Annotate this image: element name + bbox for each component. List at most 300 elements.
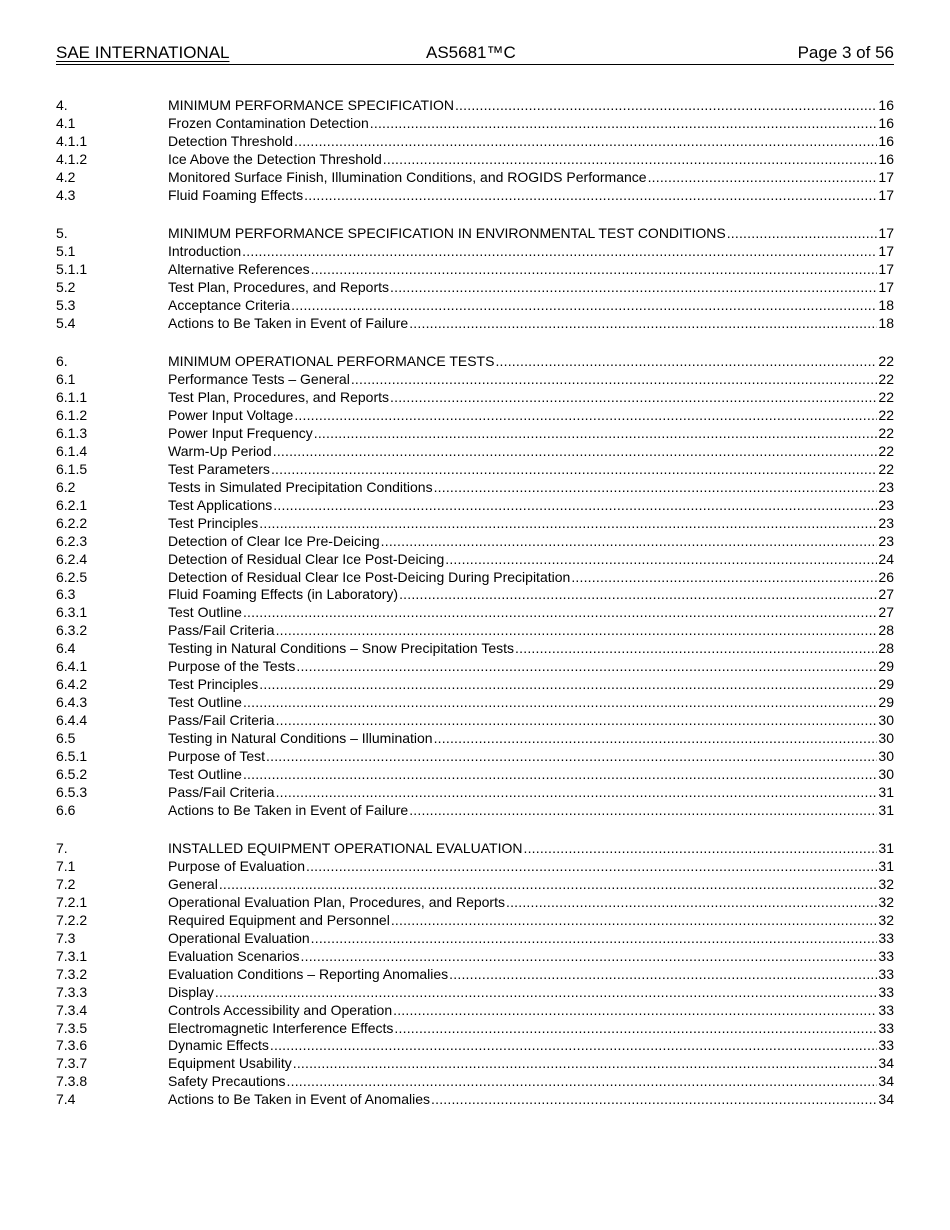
toc-entry[interactable] [56, 984, 894, 1002]
toc-entry[interactable] [56, 640, 894, 658]
toc-section [56, 353, 894, 819]
toc-entry-number: 6.2.4 [56, 550, 88, 567]
toc-entry-title[interactable]: MINIMUM OPERATIONAL PERFORMANCE TESTS [168, 353, 495, 370]
dot-leader [266, 748, 877, 766]
toc-entry-title-wrap [168, 658, 877, 676]
toc-entry-title-wrap [168, 389, 877, 407]
dot-leader [409, 315, 877, 333]
toc-entry[interactable] [56, 1091, 894, 1109]
toc-entry-title[interactable]: Detection of Residual Clear Ice Post-Deicing During Precipitation [168, 568, 571, 585]
toc-entry-title[interactable]: Test Outline [168, 604, 242, 621]
dot-leader [259, 676, 877, 694]
dot-leader [276, 712, 878, 730]
toc-entry-title-wrap [168, 676, 877, 694]
toc-entry[interactable] [56, 479, 894, 497]
toc-entry-title[interactable]: Test Applications [168, 496, 273, 513]
toc-entry-title-wrap [168, 748, 877, 766]
toc-entry[interactable] [56, 966, 894, 984]
dot-leader [287, 1073, 878, 1091]
toc-section [56, 840, 894, 1109]
toc-entry-number: 5.1.1 [56, 261, 88, 277]
toc-entry[interactable] [56, 425, 894, 443]
toc-entry-title[interactable]: Ice Above the Detection Threshold [168, 150, 382, 167]
toc-entry[interactable] [56, 876, 894, 894]
toc-entry-title[interactable]: Controls Accessibility and Operation [168, 1001, 393, 1018]
toc-entry-page[interactable]: 33 [878, 965, 894, 982]
toc-entry-title[interactable]: General [168, 876, 218, 892]
toc-entry-title-wrap [168, 604, 877, 622]
toc-entry-page[interactable]: 27 [878, 604, 894, 621]
toc-entry-title-wrap [168, 551, 877, 569]
dot-leader [390, 389, 877, 407]
toc-entry-number: 6.1.4 [56, 442, 88, 459]
toc-entry-number: 7.3.1 [56, 947, 88, 964]
dot-leader [294, 133, 877, 151]
table-of-contents [56, 97, 894, 1130]
toc-entry-title[interactable]: Monitored Surface Finish, Illumination Conditions, and ROGIDS Performance [168, 168, 647, 185]
toc-entry-title-wrap [168, 315, 877, 333]
toc-entry-title[interactable]: Detection of Residual Clear Ice Post-Deicing [168, 550, 445, 567]
toc-entry-title-wrap [168, 712, 877, 730]
toc-entry[interactable] [56, 461, 894, 479]
toc-entry-number: 7.3.6 [56, 1037, 88, 1054]
toc-entry-title-wrap [168, 97, 877, 115]
dot-leader [393, 1002, 877, 1020]
toc-entry-page[interactable]: 22 [878, 389, 894, 406]
toc-entry-number: 6.2.1 [56, 496, 88, 513]
toc-entry[interactable] [56, 443, 894, 461]
toc-entry[interactable] [56, 858, 894, 876]
toc-entry-number: 6.4.4 [56, 712, 88, 728]
toc-entry-page[interactable]: 32 [878, 876, 894, 892]
toc-entry-page[interactable]: 16 [878, 97, 894, 113]
toc-entry-page[interactable]: 17 [878, 261, 894, 277]
toc-entry-number: 4. [56, 97, 68, 113]
toc-entry-page[interactable]: 23 [878, 478, 894, 495]
toc-entry[interactable] [56, 353, 894, 371]
toc-entry-title[interactable]: Test Outline [168, 694, 242, 711]
toc-entry-title[interactable]: Test Parameters [168, 460, 270, 477]
toc-entry-title-wrap [168, 876, 877, 894]
toc-entry[interactable] [56, 151, 894, 169]
toc-entry-title[interactable]: Acceptance Criteria [168, 296, 291, 313]
toc-entry-page[interactable]: 23 [878, 496, 894, 513]
toc-entry-page[interactable]: 34 [878, 1073, 894, 1090]
toc-entry-number: 4.2 [56, 168, 76, 185]
toc-entry-page[interactable]: 30 [878, 747, 894, 764]
toc-entry-title-wrap [168, 225, 877, 243]
toc-entry-page[interactable]: 22 [878, 425, 894, 441]
dot-leader [293, 1055, 878, 1073]
toc-entry[interactable] [56, 115, 894, 133]
toc-entry-title-wrap [168, 461, 877, 479]
toc-entry-number: 6.1 [56, 371, 76, 388]
toc-entry-number: 7.3.3 [56, 983, 88, 1000]
toc-entry-title-wrap [168, 1020, 877, 1038]
toc-entry-title-wrap [168, 443, 877, 461]
dot-leader [243, 604, 877, 622]
toc-entry-title[interactable]: Required Equipment and Personnel [168, 911, 390, 928]
toc-entry-title[interactable]: Detection Threshold [168, 132, 294, 149]
toc-entry-title[interactable]: Purpose of Test [168, 747, 266, 764]
toc-entry-title[interactable]: Frozen Contamination Detection [168, 114, 369, 131]
dot-leader [409, 802, 877, 820]
toc-entry[interactable] [56, 551, 894, 569]
toc-entry-number: 6.1.2 [56, 407, 88, 424]
dot-leader [306, 858, 877, 876]
toc-entry-title-wrap [168, 187, 877, 205]
toc-entry-number: 6.6 [56, 801, 76, 818]
dot-leader [648, 169, 878, 187]
dot-leader [449, 966, 877, 984]
dot-leader [515, 640, 877, 658]
dot-leader [445, 551, 877, 569]
toc-entry-page[interactable]: 33 [878, 1001, 894, 1018]
dot-leader [304, 187, 877, 205]
toc-entry-page[interactable]: 30 [878, 729, 894, 746]
toc-entry-page[interactable]: 34 [878, 1055, 894, 1072]
toc-entry-page[interactable]: 31 [878, 801, 894, 818]
dot-leader [571, 569, 877, 587]
toc-entry-page[interactable]: 17 [878, 243, 894, 260]
toc-entry[interactable] [56, 261, 894, 279]
toc-entry-number: 6.5.3 [56, 783, 88, 800]
toc-entry-title[interactable]: Power Input Voltage [168, 407, 294, 424]
toc-section [56, 97, 894, 205]
toc-entry-title-wrap [168, 984, 877, 1002]
toc-entry-title[interactable]: Testing in Natural Conditions – Illumination [168, 729, 433, 746]
dot-leader [271, 461, 877, 479]
toc-entry-number: 7.3 [56, 929, 76, 946]
toc-entry-title-wrap [168, 515, 877, 533]
toc-entry-number: 6.5.1 [56, 747, 88, 764]
toc-entry-page[interactable]: 22 [878, 442, 894, 459]
toc-entry-title[interactable]: Actions to Be Taken in Event of Failure [168, 314, 409, 331]
toc-entry-number: 4.3 [56, 186, 76, 203]
toc-entry-page[interactable]: 33 [878, 947, 894, 964]
toc-entry-title-wrap [168, 858, 877, 876]
toc-entry-title[interactable]: Fluid Foaming Effects (in Laboratory) [168, 586, 399, 603]
toc-entry-number: 6.4 [56, 640, 76, 657]
dot-leader [523, 840, 877, 858]
dot-leader [399, 586, 877, 604]
dot-leader [215, 984, 878, 1002]
toc-entry-title[interactable]: Pass/Fail Criteria [168, 783, 275, 800]
toc-entry-title[interactable]: Testing in Natural Conditions – Snow Precipitation Tests [168, 640, 515, 657]
toc-entry-number: 4.1 [56, 114, 76, 131]
dot-leader [394, 1020, 877, 1038]
toc-entry[interactable] [56, 712, 894, 730]
toc-entry[interactable] [56, 694, 894, 712]
toc-entry-title-wrap [168, 279, 877, 297]
toc-entry[interactable] [56, 766, 894, 784]
toc-entry-number: 6. [56, 353, 68, 370]
dot-leader [276, 622, 878, 640]
toc-entry-page[interactable]: 16 [878, 132, 894, 149]
toc-entry-title-wrap [168, 133, 877, 151]
toc-entry-page[interactable]: 17 [878, 186, 894, 203]
toc-entry-number: 6.2.3 [56, 532, 88, 549]
toc-entry-number: 7. [56, 840, 68, 857]
toc-entry-title[interactable]: Power Input Frequency [168, 425, 313, 441]
toc-entry-number: 6.4.2 [56, 676, 88, 693]
toc-entry-title[interactable]: Evaluation Scenarios [168, 947, 300, 964]
toc-entry-title[interactable]: Test Principles [168, 676, 259, 693]
toc-entry[interactable] [56, 533, 894, 551]
toc-entry-number: 6.2 [56, 478, 76, 495]
toc-entry-title[interactable]: Equipment Usability [168, 1055, 292, 1072]
dot-leader [296, 658, 877, 676]
toc-entry-page[interactable]: 30 [878, 765, 894, 782]
toc-entry[interactable] [56, 1073, 894, 1091]
toc-entry[interactable] [56, 225, 894, 243]
dot-leader [381, 533, 878, 551]
toc-entry-title[interactable]: MINIMUM PERFORMANCE SPECIFICATION IN ENVIRONMENTAL TEST CONDITIONS [168, 225, 726, 242]
toc-entry[interactable] [56, 497, 894, 515]
dot-leader [294, 407, 877, 425]
dot-leader [243, 766, 877, 784]
toc-entry-page[interactable]: 22 [878, 460, 894, 477]
toc-entry-page[interactable]: 23 [878, 532, 894, 549]
toc-entry-title[interactable]: Warm-Up Period [168, 442, 272, 459]
toc-entry-page[interactable]: 24 [878, 550, 894, 567]
toc-entry[interactable] [56, 297, 894, 315]
toc-entry[interactable] [56, 407, 894, 425]
dot-leader [434, 730, 878, 748]
toc-entry-page[interactable]: 31 [878, 858, 894, 875]
toc-entry-title-wrap [168, 151, 877, 169]
toc-entry-number: 7.3.2 [56, 965, 88, 982]
toc-entry-title[interactable]: Performance Tests – General [168, 371, 350, 388]
toc-entry-title[interactable]: Pass/Fail Criteria [168, 712, 275, 728]
dot-leader [727, 225, 878, 243]
toc-entry-title[interactable]: Tests in Simulated Precipitation Conditions [168, 478, 433, 495]
toc-entry-title-wrap [168, 1002, 877, 1020]
toc-entry[interactable] [56, 930, 894, 948]
toc-entry-page[interactable]: 33 [878, 983, 894, 1000]
toc-entry[interactable] [56, 569, 894, 587]
toc-entry-page[interactable]: 22 [878, 353, 894, 370]
toc-entry-title[interactable]: Pass/Fail Criteria [168, 622, 275, 639]
toc-entry-title[interactable]: Operational Evaluation Plan, Procedures, and Reports [168, 893, 505, 910]
toc-entry[interactable] [56, 1002, 894, 1020]
toc-entry-title[interactable]: Test Principles [168, 514, 259, 531]
toc-entry-page[interactable]: 22 [878, 371, 894, 388]
toc-entry-page[interactable]: 29 [878, 658, 894, 675]
toc-entry-title[interactable]: Purpose of Evaluation [168, 858, 305, 875]
toc-entry-page[interactable]: 22 [878, 407, 894, 424]
toc-entry-title-wrap [168, 497, 877, 515]
dot-leader [314, 425, 878, 443]
toc-entry-page[interactable]: 34 [878, 1091, 894, 1108]
toc-entry[interactable] [56, 894, 894, 912]
dot-leader [495, 353, 877, 371]
dot-leader [301, 948, 878, 966]
dot-leader [291, 297, 877, 315]
toc-entry-number: 6.3 [56, 586, 76, 603]
toc-entry-page[interactable]: 27 [878, 586, 894, 603]
toc-entry-page[interactable]: 18 [878, 314, 894, 331]
toc-entry-title-wrap [168, 169, 877, 187]
toc-entry-title[interactable]: Dynamic Effects [168, 1037, 269, 1054]
dot-leader [351, 371, 878, 389]
toc-entry[interactable] [56, 1055, 894, 1073]
toc-entry-title[interactable]: Display [168, 983, 214, 1000]
toc-entry[interactable] [56, 748, 894, 766]
toc-entry-title-wrap [168, 243, 877, 261]
toc-entry-title-wrap [168, 353, 877, 371]
toc-entry-number: 6.1.1 [56, 389, 88, 406]
toc-entry-number: 5. [56, 225, 68, 242]
toc-entry-page[interactable]: 30 [878, 712, 894, 728]
toc-entry-number: 7.2.2 [56, 911, 88, 928]
toc-entry-title-wrap [168, 894, 877, 912]
toc-entry-number: 7.1 [56, 858, 76, 875]
toc-entry-title[interactable]: Evaluation Conditions – Reporting Anomalies [168, 965, 449, 982]
toc-entry[interactable] [56, 676, 894, 694]
toc-entry-title-wrap [168, 802, 877, 820]
toc-entry-number: 5.4 [56, 314, 76, 331]
toc-entry-page[interactable]: 28 [878, 622, 894, 639]
toc-entry-title[interactable]: Safety Precautions [168, 1073, 286, 1090]
toc-entry[interactable] [56, 948, 894, 966]
toc-entry-page[interactable]: 17 [878, 168, 894, 185]
page-number-label: Page 3 of 56 [797, 43, 894, 62]
toc-entry-number: 6.1.3 [56, 425, 88, 441]
toc-entry[interactable] [56, 1020, 894, 1038]
dot-leader [370, 115, 878, 133]
toc-entry[interactable] [56, 243, 894, 261]
dot-leader [455, 97, 877, 115]
toc-entry[interactable] [56, 802, 894, 820]
toc-entry-title-wrap [168, 407, 877, 425]
toc-entry[interactable] [56, 658, 894, 676]
toc-entry[interactable] [56, 604, 894, 622]
toc-entry[interactable] [56, 784, 894, 802]
toc-entry-page[interactable]: 23 [878, 514, 894, 531]
dot-leader [273, 443, 878, 461]
toc-entry[interactable] [56, 279, 894, 297]
toc-entry[interactable] [56, 187, 894, 205]
toc-entry-title[interactable]: Fluid Foaming Effects [168, 186, 304, 203]
toc-entry-page[interactable]: 33 [878, 1019, 894, 1036]
toc-entry-page[interactable]: 28 [878, 640, 894, 657]
toc-entry-page[interactable]: 16 [878, 150, 894, 167]
toc-entry[interactable] [56, 315, 894, 333]
toc-entry-page[interactable]: 17 [878, 278, 894, 295]
toc-entry-title[interactable]: MINIMUM PERFORMANCE SPECIFICATION [168, 97, 454, 113]
dot-leader [390, 279, 877, 297]
dot-leader [391, 912, 878, 930]
toc-entry[interactable] [56, 730, 894, 748]
toc-entry[interactable] [56, 389, 894, 407]
toc-entry[interactable] [56, 622, 894, 640]
organization-name: SAE INTERNATIONAL [56, 43, 230, 62]
toc-entry-page[interactable]: 31 [878, 840, 894, 857]
toc-entry[interactable] [56, 97, 894, 115]
toc-entry-number: 6.3.2 [56, 622, 88, 639]
toc-entry-title[interactable]: Alternative References [168, 261, 310, 277]
toc-entry-title-wrap [168, 371, 877, 389]
toc-entry-number: 6.2.2 [56, 514, 88, 531]
toc-entry-page[interactable]: 29 [878, 676, 894, 693]
toc-entry-number: 6.4.3 [56, 694, 88, 711]
toc-entry-title[interactable]: Detection of Clear Ice Pre-Deicing [168, 532, 380, 549]
toc-entry-title-wrap [168, 912, 877, 930]
toc-entry-number: 7.3.4 [56, 1001, 88, 1018]
toc-entry-title[interactable]: Purpose of the Tests [168, 658, 296, 675]
toc-entry-number: 7.3.5 [56, 1019, 88, 1036]
toc-entry-number: 7.3.7 [56, 1055, 88, 1072]
toc-entry-page[interactable]: 29 [878, 694, 894, 711]
toc-entry-number: 7.3.8 [56, 1073, 88, 1090]
toc-entry-title-wrap [168, 966, 877, 984]
toc-entry-title[interactable]: Actions to Be Taken in Event of Anomalies [168, 1091, 431, 1108]
toc-entry-title[interactable]: Test Plan, Procedures, and Reports [168, 389, 390, 406]
toc-entry-number: 5.2 [56, 278, 76, 295]
dot-leader [242, 243, 877, 261]
toc-entry-page[interactable]: 32 [878, 893, 894, 910]
toc-entry-title-wrap [168, 569, 877, 587]
toc-entry-title[interactable]: Test Plan, Procedures, and Reports [168, 278, 390, 295]
toc-entry-page[interactable]: 16 [878, 114, 894, 131]
toc-entry-page[interactable]: 33 [878, 929, 894, 946]
dot-leader [431, 1091, 877, 1109]
document-id: AS5681™C [426, 43, 516, 62]
toc-entry[interactable] [56, 515, 894, 533]
toc-section [56, 225, 894, 333]
toc-entry-page[interactable]: 31 [878, 783, 894, 800]
dot-leader [434, 479, 878, 497]
toc-entry[interactable] [56, 371, 894, 389]
toc-entry-title[interactable]: Test Outline [168, 765, 242, 782]
toc-entry[interactable] [56, 169, 894, 187]
toc-entry-page[interactable]: 32 [878, 911, 894, 928]
dot-leader [243, 694, 877, 712]
dot-leader [219, 876, 878, 894]
toc-entry-title-wrap [168, 261, 877, 279]
toc-entry-title[interactable]: Introduction [168, 243, 242, 260]
toc-entry-title-wrap [168, 622, 877, 640]
toc-entry-title-wrap [168, 479, 877, 497]
toc-entry-number: 6.1.5 [56, 460, 88, 477]
toc-entry-title-wrap [168, 930, 877, 948]
toc-entry-number: 6.3.1 [56, 604, 88, 621]
toc-entry-number: 4.1.1 [56, 132, 88, 149]
toc-entry-title-wrap [168, 1091, 877, 1109]
toc-entry-page[interactable]: 17 [878, 225, 894, 242]
toc-entry-page[interactable]: 18 [878, 296, 894, 313]
toc-entry[interactable] [56, 1037, 894, 1055]
toc-entry-title-wrap [168, 425, 877, 443]
toc-entry-title[interactable]: INSTALLED EQUIPMENT OPERATIONAL EVALUATION [168, 840, 523, 857]
toc-entry-number: 6.5.2 [56, 765, 88, 782]
dot-leader [273, 497, 877, 515]
toc-entry-title[interactable]: Operational Evaluation [168, 929, 310, 946]
toc-entry-title[interactable]: Electromagnetic Interference Effects [168, 1019, 394, 1036]
toc-entry-number: 5.1 [56, 243, 76, 260]
toc-entry[interactable] [56, 840, 894, 858]
toc-entry-page[interactable]: 26 [878, 568, 894, 585]
toc-entry[interactable] [56, 912, 894, 930]
toc-entry-title-wrap [168, 694, 877, 712]
toc-entry-title[interactable]: Actions to Be Taken in Event of Failure [168, 801, 409, 818]
toc-entry-page[interactable]: 33 [878, 1037, 894, 1054]
toc-entry[interactable] [56, 133, 894, 151]
toc-entry[interactable] [56, 586, 894, 604]
toc-entry-title-wrap [168, 297, 877, 315]
toc-entry-title-wrap [168, 766, 877, 784]
